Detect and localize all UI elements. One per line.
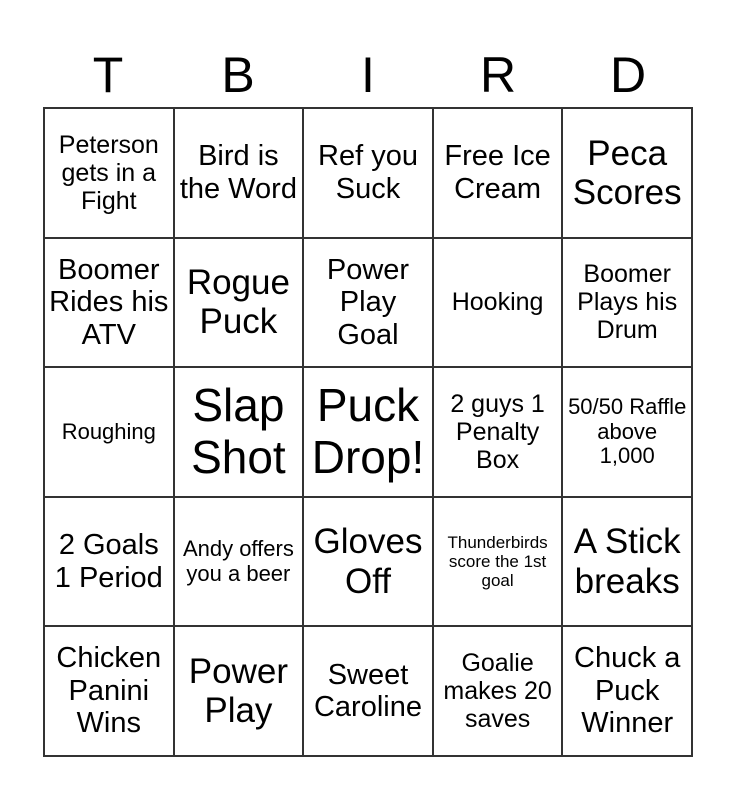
header-letter-3: I [361,47,375,103]
header-letter-1: T [92,47,124,103]
bingo-cell[interactable] [44,626,174,756]
bingo-cell-text: Gloves Off [313,522,423,601]
bingo-cell[interactable] [174,238,304,368]
bingo-cell-text: Chuck a Puck Winner [574,642,681,740]
bingo-cell-text: Bird is the Word [179,140,297,205]
bingo-cell[interactable] [433,238,563,368]
bingo-cell[interactable] [433,367,563,497]
bingo-cell-text: Ref you Suck [318,140,418,205]
bingo-cell[interactable] [303,497,433,627]
bingo-cell[interactable] [433,108,563,238]
bingo-cell[interactable] [44,238,174,368]
bingo-cell-text: Boomer Plays his Drum [577,260,678,345]
bingo-cell-text: Roughing [61,418,156,444]
header-letter-4: R [479,47,517,103]
bingo-cell-text: Free Ice Cream [444,140,551,205]
bingo-cell[interactable] [562,238,692,368]
bingo-cell-text: Goalie makes 20 saves [443,649,552,734]
bingo-cell[interactable] [44,367,174,497]
header-letter-5: D [609,47,647,103]
bingo-cell[interactable] [303,367,433,497]
bingo-cell[interactable] [562,108,692,238]
bingo-cell-text: A Stick breaks [573,522,681,601]
bingo-cell-text: Andy offers you a beer [182,535,294,586]
bingo-cell[interactable] [433,497,563,627]
bingo-cell-text: 2 Goals 1 Period [54,529,163,594]
bingo-cell-text: Power Play Goal [326,253,410,351]
header-letter-2: B [221,47,255,103]
bingo-cell[interactable] [433,626,563,756]
bingo-cell-text: Thunderbirds score the 1st goal [447,533,548,591]
bingo-cell-text: Rogue Puck [186,263,290,342]
bingo-cell[interactable] [174,626,304,756]
bingo-cell[interactable] [44,497,174,627]
bingo-cell[interactable] [303,626,433,756]
bingo-cell-text: Hooking [451,288,544,317]
bingo-cell[interactable] [303,108,433,238]
bingo-board [43,107,693,757]
bingo-cell-text: Power Play [188,652,288,731]
bingo-cell[interactable] [174,367,304,497]
bingo-cell[interactable] [562,497,692,627]
bingo-cell[interactable] [174,108,304,238]
bingo-cell[interactable] [562,626,692,756]
bingo-cell[interactable] [44,108,174,238]
bingo-cell[interactable] [303,238,433,368]
bingo-header [43,44,693,106]
bingo-cell-text: Peterson gets in a Fight [58,130,159,215]
bingo-cell-text: 2 guys 1 Penalty Box [450,389,545,474]
bingo-cell-text: Boomer Rides his ATV [49,253,169,351]
bingo-cell[interactable] [562,367,692,497]
bingo-cell-text: 50/50 Raffle above 1,000 [568,394,687,469]
bingo-cell-text: Slap Shot [191,379,286,483]
bingo-cell[interactable] [174,497,304,627]
bingo-cell-text: Peca Scores [572,133,682,212]
bingo-cell-text: Sweet Caroline [313,658,422,724]
bingo-cell-text: Chicken Panini Wins [56,642,162,740]
bingo-cell-text: Puck Drop! [311,379,425,483]
